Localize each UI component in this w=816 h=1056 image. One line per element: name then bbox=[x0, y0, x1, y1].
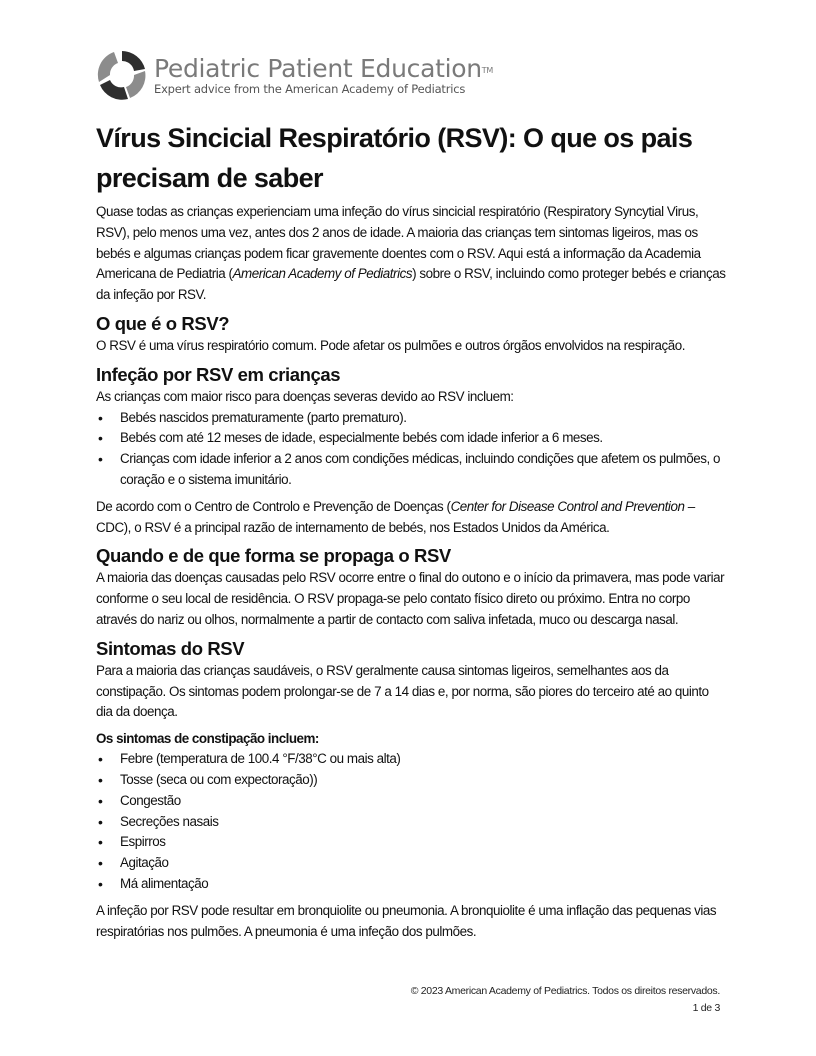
brand-subtitle: Expert advice from the American Academy of Pediatrics bbox=[154, 81, 466, 96]
section-text-symptoms: Para a maioria das crianças saudáveis, o RSV geralmente causa sintomas ligeiros, semelhantes aos da constipação. Os sintomas podem prolongar-se de 7 a 14 dias e, por norma, são piores do terceiro até ao quinto dia da doença. bbox=[96, 662, 709, 720]
document-body bbox=[96, 118, 726, 942]
page-footer bbox=[411, 983, 720, 1017]
risk-list bbox=[96, 408, 726, 491]
symptoms-sub-label: Os sintomas de constipação incluem: bbox=[96, 731, 319, 747]
list-item: • Bebés nascidos prematuramente (parto prematuro). bbox=[96, 408, 726, 429]
list-item: • Agitação bbox=[96, 853, 726, 874]
section-heading-symptoms: Sintomas do RSV bbox=[96, 637, 245, 659]
list-item: • Má alimentação bbox=[96, 874, 726, 895]
closing-paragraph: A infeção por RSV pode resultar em bronquiolite ou pneumonia. A bronquiolite é uma inflação das pequenas vias respiratórias nos pulmões. A pneumonia é uma infeção dos pulmões. bbox=[96, 902, 717, 939]
list-item: • Febre (temperatura de 100.4 °F/38°C ou mais alta) bbox=[96, 749, 726, 770]
section-text-spread: A maioria das doenças causadas pelo RSV ocorre entre o final do outono e o início da primavera, mas pode variar conforme o seu local de residência. O RSV propaga-se pelo contato físico direto ou próximo. Entra no corpo através do nariz ou olhos, normalmente a partir de contacto com saliva infetada, muco ou descarga nasal. bbox=[96, 570, 725, 627]
page-title: Vírus Sincicial Respiratório (RSV): O que os pais precisam de saber bbox=[96, 123, 693, 193]
brand-title: Pediatric Patient Education™ bbox=[154, 53, 493, 83]
list-item: • Congestão bbox=[96, 791, 726, 812]
section-heading-what-is-rsv: O que é o RSV? bbox=[96, 312, 230, 334]
section-heading-rsv-in-children: Infeção por RSV em crianças bbox=[96, 363, 341, 385]
cdc-paragraph: De acordo com o Centro de Controlo e Prevenção de Doenças (Center for Disease Control and Prevention – CDC), o RSV é a principal razão de internamento de bebés, nos Estados Unidos da América. bbox=[96, 498, 695, 535]
page-number: 1 de 3 bbox=[692, 1002, 720, 1014]
aap-swirl-logo-icon bbox=[96, 49, 148, 101]
symptoms-list bbox=[96, 749, 726, 895]
section-lead-risk: As crianças com maior risco para doenças severas devido ao RSV incluem: bbox=[96, 388, 514, 404]
section-heading-spread: Quando e de que forma se propaga o RSV bbox=[96, 545, 451, 567]
intro-paragraph: Quase todas as crianças experienciam uma infeção do vírus sincicial respiratório (Respiratory Syncytial Virus, RSV), pelo menos uma vez, antes dos 2 anos de idade. A maioria das crianças tem sintomas ligeiros, mas os bebés e algumas crianças podem ficar gravemente doentes com o RSV. Aqui está a informação da Academia Americana de Pediatria (American Academy of Pediatrics) sobre o RSV, incluindo como proteger bebés e crianças da infeção por RSV. bbox=[96, 204, 726, 303]
list-item: • Secreções nasais bbox=[96, 812, 726, 833]
list-item: • Espirros bbox=[96, 832, 726, 853]
list-item: • Bebés com até 12 meses de idade, especialmente bebés com idade inferior a 6 meses. bbox=[96, 428, 726, 449]
list-item: • Crianças com idade inferior a 2 anos com condições médicas, incluindo condições que afetem os pulmões, o coração e o sistema imunitário. bbox=[96, 449, 726, 491]
list-item: • Tosse (seca ou com expectoração)) bbox=[96, 770, 726, 791]
section-text-what-is-rsv: O RSV é uma vírus respiratório comum. Pode afetar os pulmões e outros órgãos envolvidos na respiração. bbox=[96, 337, 685, 353]
header-logo bbox=[96, 45, 493, 105]
copyright-text: © 2023 American Academy of Pediatrics. Todos os direitos reservados. bbox=[410, 985, 720, 997]
